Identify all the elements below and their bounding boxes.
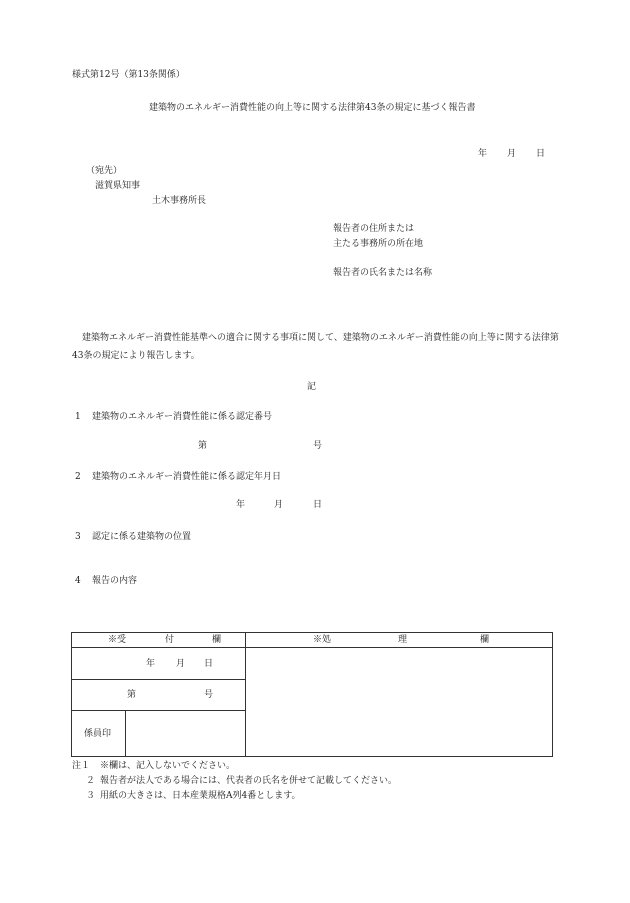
note-1-text: ※欄は、記入しないでください。	[100, 761, 236, 771]
addressee-governor: 滋賀県知事	[95, 181, 141, 191]
header-shori-1: ※処	[313, 635, 332, 645]
table-number-dai: 第	[127, 690, 137, 700]
item-2-year: 年	[236, 500, 246, 510]
header-uketsuke-1: ※受	[108, 635, 127, 645]
item-1-number: 1	[75, 412, 81, 422]
addressee-office: 土木事務所長	[152, 196, 207, 206]
date-day-label: 日	[536, 149, 546, 159]
header-shori-3: 欄	[480, 635, 490, 645]
table-row-line-2	[72, 710, 245, 711]
note-2-prefix: ２	[86, 776, 96, 786]
item-2-month: 月	[274, 500, 284, 510]
date-month-label: 月	[507, 149, 517, 159]
document-title: 建築物のエネルギー消費性能の向上等に関する法律第43条の規定に基づく報告書	[149, 103, 476, 113]
table-seal-divider	[125, 710, 126, 756]
note-1-prefix: 注１	[72, 761, 91, 771]
table-date-month: 月	[176, 659, 186, 669]
item-2-number: 2	[75, 472, 81, 482]
reporter-name-line: 報告者の氏名または名称	[333, 268, 433, 278]
table-divider-main	[245, 633, 246, 756]
header-shori-2: 理	[398, 635, 408, 645]
header-uketsuke-2: 付	[165, 635, 175, 645]
table-date-day: 日	[204, 659, 214, 669]
item-2-label: 建築物のエネルギー消費性能に係る認定年月日	[92, 472, 282, 482]
table-header-line	[72, 647, 552, 648]
item-4-label: 報告の内容	[92, 576, 138, 586]
body-paragraph: 建築物エネルギー消費性能基準への適合に関する事項に関して、建築物のエネルギー消費性能の向上等に関する法律第43条の規定により報告します。	[72, 333, 559, 361]
seal-label: 係員印	[84, 729, 112, 739]
item-3-label: 認定に係る建築物の位置	[92, 532, 192, 542]
header-uketsuke-3: 欄	[212, 635, 222, 645]
reporter-address-line2: 主たる事務所の所在地	[333, 239, 424, 249]
table-number-go: 号	[204, 690, 214, 700]
addressee-label: （宛先）	[86, 166, 123, 176]
item-1-go: 号	[313, 441, 323, 451]
item-2-day: 日	[313, 500, 323, 510]
office-use-table	[71, 632, 553, 757]
note-2-text: 報告者が法人である場合には、代表者の氏名を併せて記載してください。	[100, 776, 398, 786]
date-year-label: 年	[478, 149, 488, 159]
item-1-label: 建築物のエネルギー消費性能に係る認定番号	[92, 412, 273, 422]
note-3-text: 用紙の大きさは、日本産業規格A列4番とします。	[100, 791, 301, 801]
ki-heading: 記	[307, 382, 317, 392]
table-row-line-1	[72, 679, 245, 680]
table-date-year: 年	[146, 659, 156, 669]
reporter-address-line1: 報告者の住所または	[333, 224, 415, 234]
note-3-prefix: ３	[86, 791, 96, 801]
form-number: 様式第12号（第13条関係）	[72, 70, 185, 80]
item-1-dai: 第	[198, 441, 208, 451]
item-3-number: 3	[75, 532, 81, 542]
item-4-number: 4	[75, 576, 81, 586]
